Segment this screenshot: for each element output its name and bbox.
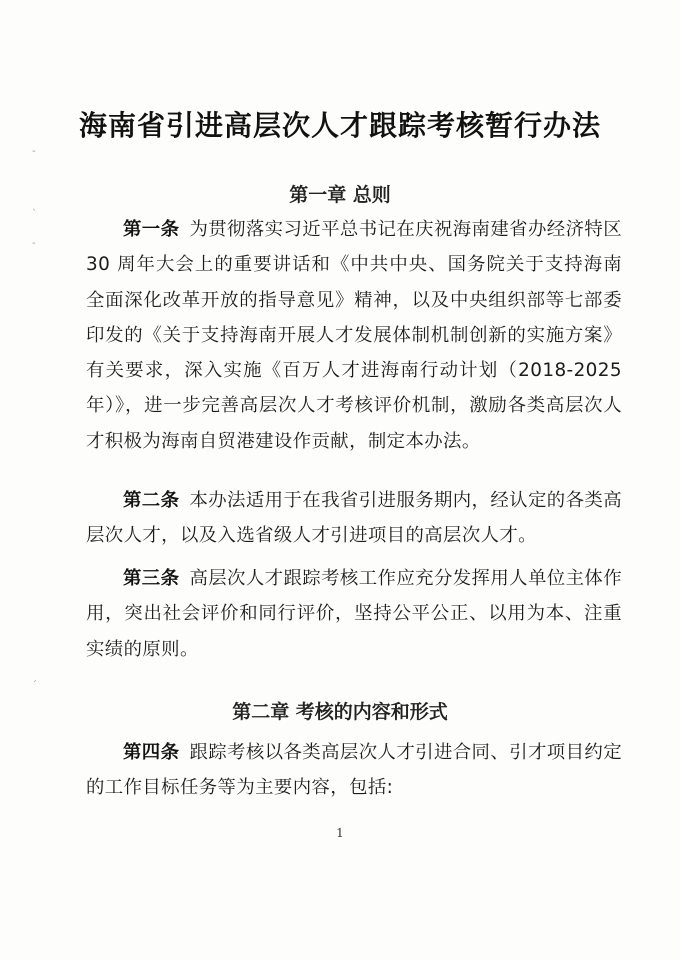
article-1 — [86, 212, 622, 459]
article-2 — [86, 483, 622, 554]
chapter-heading-1: 第一章 总则 — [289, 184, 391, 206]
chapter-heading-2: 第二章 考核的内容和形式 — [232, 701, 448, 723]
article-text: 为贯彻落实习近平总书记在庆祝海南建省办经济特区 30 周年大会上的重要讲话和《中共中央、国务院关于支持海南全面深化改革开放的指导意见》精神，以及中央组织部等七部委印发的《关于支持海南开展人才发展体制机制创新的实施方案》有关要求，深入实施《百万人才进海南行动计划（2018-2025 年）》，进一步完善高层次人才考核评价机制，激励各类高层次人才积极为海南自贸港建设作贡献，制定本办法。 — [86, 219, 623, 452]
article-3 — [86, 561, 622, 667]
article-text: 跟踪考核以各类高层次人才引进合同、引才项目约定的工作目标任务等为主要内容，包括: — [86, 742, 623, 799]
article-label: 第四条 — [123, 742, 180, 763]
article-text: 本办法适用于在我省引进服务期内，经认定的各类高层次人才，以及入选省级人才引进项目的高层次人才。 — [86, 490, 623, 547]
article-text: 高层次人才跟踪考核工作应充分发挥用人单位主体作用，突出社会评价和同行评价，坚持公平公正、以用为本、注重实绩的原则。 — [86, 568, 623, 660]
scan-mark: - — [32, 238, 36, 249]
document-title: 海南省引进高层次人才跟踪考核暂行办法 — [78, 109, 601, 142]
article-label: 第二条 — [123, 490, 180, 511]
article-label: 第三条 — [123, 568, 180, 589]
scan-mark: - — [32, 146, 36, 157]
article-4 — [86, 735, 622, 806]
page-number: 1 — [336, 826, 344, 840]
scan-mark: ˎ — [32, 200, 37, 211]
article-label: 第一条 — [123, 219, 180, 240]
scan-mark: ˊ — [32, 680, 37, 691]
